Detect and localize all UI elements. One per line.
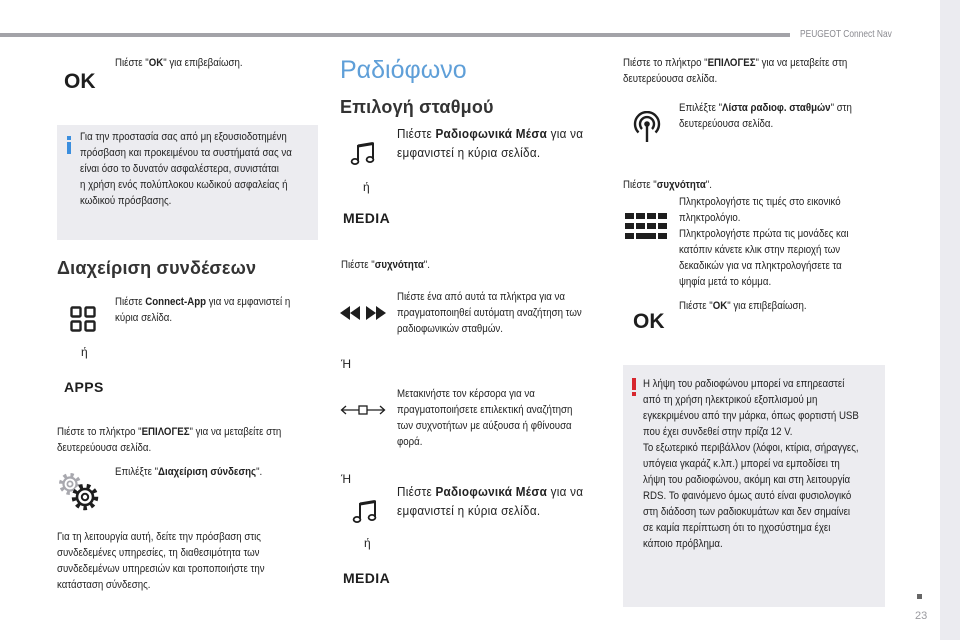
or-separator: Ή <box>341 472 352 486</box>
apps-grid-icon <box>70 306 96 332</box>
or-separator: Ή <box>341 357 352 371</box>
text-line: είναι όσο το δυνατόν ασφαλέστερα, συνιστάται <box>80 163 279 175</box>
bold-term: Ραδιοφωνικά Μέσα <box>435 126 548 141</box>
seek-arrows-icon <box>340 306 386 320</box>
text-line <box>397 124 583 143</box>
text-segment: Πιέστε <box>397 126 436 141</box>
bold-term: ΕΠΙΛΟΓΕΣ <box>707 57 756 69</box>
bold-term: Connect-App <box>145 296 207 308</box>
text-line: Πληκτρολογήστε πρώτα τις μονάδες και <box>679 228 849 240</box>
text-segment: " για να μεταβείτε στη <box>189 426 282 438</box>
text-segment: Πιέστε " <box>679 300 713 312</box>
ok-confirm-instruction <box>115 55 260 71</box>
text-line: που έχει συνδεθεί στην πρίζα 12 V. <box>643 426 793 438</box>
section-heading-station-selection: Επιλογή σταθμού <box>340 97 494 117</box>
or-label: ή <box>364 536 371 550</box>
text-line <box>115 294 290 310</box>
settings-gears-icon <box>58 472 100 512</box>
connection-description <box>57 529 293 593</box>
bold-term: OK <box>712 300 728 312</box>
media-key-label: MEDIA <box>343 210 391 226</box>
music-note-icon <box>352 500 378 524</box>
or-label: ή <box>363 180 370 194</box>
text-segment: ". <box>705 179 712 191</box>
text-line: Το εξωτερικό περιβάλλον (λόφοι, κτίρια, σήραγγες, <box>643 442 859 454</box>
text-segment: Επιλέξτε " <box>679 102 723 114</box>
text-segment: Πιέστε <box>397 484 436 499</box>
text-segment: κύρια σελίδα. <box>115 312 173 324</box>
text-segment: εμφανιστεί η κύρια σελίδα. <box>397 145 541 160</box>
page-number: 23 <box>915 610 928 622</box>
text-segment: Πιέστε το πλήκτρο " <box>57 426 142 438</box>
text-line <box>623 55 847 71</box>
text-segment: Πιέστε το πλήκτρο " <box>623 57 708 69</box>
text-line: πληκτρολόγιο. <box>679 212 741 224</box>
ok-key-label: OK <box>633 310 665 333</box>
text-segment: Επιλέξτε " <box>115 466 159 478</box>
text-line <box>57 440 281 456</box>
text-segment: Πιέστε " <box>623 179 657 191</box>
header-rule <box>0 33 790 37</box>
radio-broadcast-icon <box>632 111 662 143</box>
text-line: εγκεκριμένου από την μάρκα, όπως φορτιστή USB <box>643 410 859 422</box>
music-note-icon <box>350 142 376 166</box>
warning-note-text <box>643 376 888 552</box>
bold-term: συχνότητα <box>374 259 424 271</box>
bold-term: Διαχείριση σύνδεσης <box>158 466 257 478</box>
text-segment: δευτερεύουσα σελίδα. <box>57 442 152 454</box>
text-segment: για να <box>547 126 584 141</box>
virtual-keypad-icon <box>625 213 667 241</box>
text-line: κωδικού πρόσβασης. <box>80 195 172 207</box>
info-icon <box>65 136 73 154</box>
text-line <box>679 298 807 314</box>
radio-media-instruction <box>397 482 604 520</box>
text-line: δεκαδικών για να πληκτρολογήσετε τα <box>679 260 842 272</box>
frequency-instruction <box>341 257 442 273</box>
options-step-instruction <box>57 424 312 456</box>
ok-confirm-instruction <box>679 298 824 314</box>
text-line <box>115 310 290 326</box>
text-line <box>115 55 243 71</box>
text-line: κατόπιν κάνετε κλικ στην περιοχή των <box>679 244 841 256</box>
text-line <box>623 71 847 87</box>
text-line: των συχνοτήτων με αύξουσα ή φθίνουσα <box>397 420 572 432</box>
text-line: πραγματοποιήσετε επιλεκτική αναζήτηση <box>397 404 573 416</box>
text-segment: δευτερεύουσα σελίδα. <box>679 118 774 130</box>
text-line <box>115 464 262 480</box>
text-line: Για τη λειτουργία αυτή, δείτε την πρόσβαση στις <box>57 531 261 543</box>
slider-instruction <box>397 386 596 450</box>
connection-management-instruction <box>115 464 282 480</box>
ok-key-label: OK <box>64 70 96 93</box>
text-segment: Πιέστε " <box>341 259 375 271</box>
text-line: στη διάδοση των ραδιοκυμάτων και δεν σημαίνει <box>643 506 851 518</box>
text-line: Η λήψη του ραδιοφώνου μπορεί να επηρεαστεί <box>643 378 845 390</box>
info-note-text <box>80 129 321 209</box>
text-line: RDS. Το φαινόμενο όμως αυτό είναι φυσιολογικό <box>643 490 852 502</box>
text-line: κάποιο πρόβλημα. <box>643 538 723 550</box>
text-segment: εμφανιστεί η κύρια σελίδα. <box>397 503 541 518</box>
text-segment: " για επιβεβαίωση. <box>727 300 807 312</box>
text-segment: " στη <box>830 102 852 114</box>
text-segment: για να εμφανιστεί η <box>206 296 291 308</box>
bold-term: ΕΠΙΛΟΓΕΣ <box>141 426 190 438</box>
text-segment: για να <box>547 484 584 499</box>
keypad-instruction <box>679 194 872 290</box>
text-line: Για την προστασία σας από μη εξουσιοδοτημένη <box>80 131 287 143</box>
text-line: πρόσβαση και προκειμένου τα συστήματά σας να <box>80 147 292 159</box>
text-line: πραγματοποιηθεί αυτόματη αναζήτηση των <box>397 307 582 319</box>
text-line: συνδεδεμένες υπηρεσίες, τη διαθεσιμότητα των <box>57 547 260 559</box>
header-title: PEUGEOT Connect Nav <box>800 28 892 40</box>
text-line: ραδιοφωνικών σταθμών. <box>397 323 503 335</box>
media-key-label: MEDIA <box>343 570 391 586</box>
options-step-instruction <box>623 55 878 87</box>
text-line: φορά. <box>397 436 423 448</box>
text-line: ψηφία μετά το κόμμα. <box>679 276 772 288</box>
warning-icon <box>630 378 638 396</box>
text-line <box>397 501 583 520</box>
text-line <box>397 143 583 162</box>
text-line: υπόγεια γκαράζ κ.λπ.) μπορεί να εμποδίσει τη <box>643 458 840 470</box>
text-line: κατάσταση σύνδεσης. <box>57 579 151 591</box>
text-line <box>679 116 852 132</box>
text-segment: ". <box>423 259 430 271</box>
or-label: ή <box>81 345 88 359</box>
text-line <box>341 257 430 273</box>
text-line: η χρήση ενός πολύπλοκου κωδικού ασφαλείας ή <box>80 179 288 191</box>
text-line: Πληκτρολογήστε τις τιμές στο εικονικό <box>679 196 841 208</box>
page-title-radio: Ραδιόφωνο <box>340 56 467 84</box>
text-line <box>57 424 281 440</box>
page-marker-icon <box>917 594 922 599</box>
frequency-instruction <box>623 177 724 193</box>
page-edge-strip <box>940 0 960 640</box>
text-line <box>679 100 852 116</box>
text-line: Μετακινήστε τον κέρσορα για να <box>397 388 535 400</box>
apps-step-instruction <box>115 294 314 326</box>
station-list-instruction <box>679 100 875 132</box>
text-segment: Πιέστε " <box>115 57 149 69</box>
frequency-slider-icon <box>340 404 386 416</box>
section-heading-connections: Διαχείριση συνδέσεων <box>57 258 257 278</box>
text-segment: δευτερεύουσα σελίδα. <box>623 73 718 85</box>
text-segment: " για επιβεβαίωση. <box>163 57 243 69</box>
text-line: σε καμία περίπτωση ότι το ηχοσύστημα έχει <box>643 522 831 534</box>
text-segment: ". <box>256 466 263 478</box>
bold-term: συχνότητα <box>656 179 706 191</box>
bold-term: Λίστα ραδιοφ. σταθμών <box>722 102 831 114</box>
seek-instruction <box>397 289 607 337</box>
text-line <box>397 482 583 501</box>
bold-term: Ραδιοφωνικά Μέσα <box>435 484 548 499</box>
text-segment: Πιέστε <box>115 296 146 308</box>
radio-media-instruction <box>397 124 604 162</box>
text-line: Πιέστε ένα από αυτά τα πλήκτρα για να <box>397 291 565 303</box>
bold-term: OK <box>148 57 164 69</box>
text-line: συνδεδεμένων υπηρεσιών και τροποποιήστε την <box>57 563 265 575</box>
text-segment: " για να μεταβείτε στη <box>755 57 848 69</box>
text-line <box>623 177 712 193</box>
text-line: από τη χρήση ηλεκτρικού εξοπλισμού μη <box>643 394 818 406</box>
apps-key-label: APPS <box>64 379 104 395</box>
text-line: λήψη του ραδιοφώνου, ακόμη και στη λειτουργία <box>643 474 851 486</box>
